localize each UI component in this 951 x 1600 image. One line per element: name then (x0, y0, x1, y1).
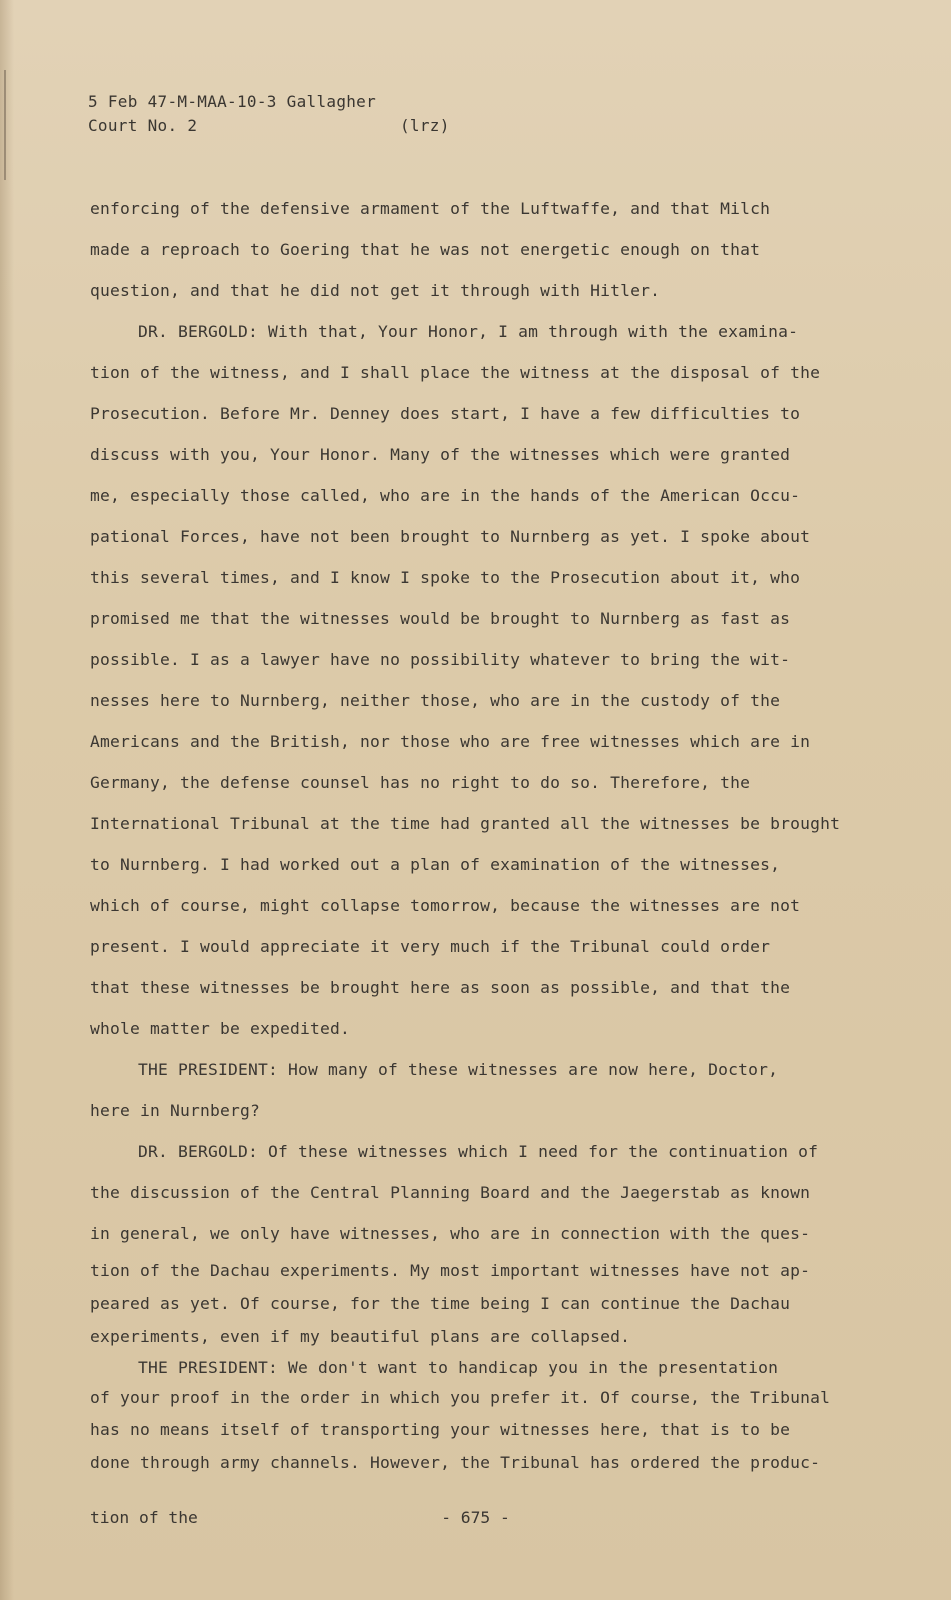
text-line: pational Forces, have not been brought to Nurnberg as yet. I spoke about (90, 527, 811, 546)
text-line: DR. BERGOLD: With that, Your Honor, I am through with the examina- (138, 322, 799, 341)
text-line: Americans and the British, nor those who are free witnesses which are in (90, 732, 811, 751)
header-row-2 (88, 114, 450, 138)
text-line: tion of the Dachau experiments. My most important witnesses have not ap- (90, 1261, 811, 1280)
text-line: THE PRESIDENT: We don't want to handicap you in the presentation (138, 1358, 779, 1377)
final-text-line: tion of the (90, 1508, 198, 1527)
text-line: promised me that the witnesses would be brought to Nurnberg as fast as (90, 609, 791, 628)
text-line: me, especially those called, who are in the hands of the American Occu- (90, 486, 801, 505)
text-line: DR. BERGOLD: Of these witnesses which I need for the continuation of (138, 1142, 819, 1161)
text-line: whole matter be expedited. (90, 1019, 351, 1038)
text-line: which of course, might collapse tomorrow, because the witnesses are not (90, 896, 801, 915)
typist-initials: (lrz) (400, 116, 450, 135)
text-line: Prosecution. Before Mr. Denney does start, I have a few difficulties to (90, 404, 801, 423)
text-line: question, and that he did not get it through with Hitler. (90, 281, 661, 300)
text-line: the discussion of the Central Planning Board and the Jaegerstab as known (90, 1183, 811, 1202)
text-line: peared as yet. Of course, for the time being I can continue the Dachau (90, 1294, 791, 1313)
reference-code: 5 Feb 47-M-MAA-10-3 Gallagher (88, 92, 377, 111)
page-number: - 675 - (441, 1508, 510, 1527)
text-line: THE PRESIDENT: How many of these witnesses are now here, Doctor, (138, 1060, 779, 1079)
text-line: in general, we only have witnesses, who are in connection with the ques- (90, 1224, 811, 1243)
text-line: to Nurnberg. I had worked out a plan of examination of the witnesses, (90, 855, 781, 874)
text-line: possible. I as a lawyer have no possibility whatever to bring the wit- (90, 650, 791, 669)
text-line: enforcing of the defensive armament of the Luftwaffe, and that Milch (90, 199, 771, 218)
text-line: this several times, and I know I spoke to the Prosecution about it, who (90, 568, 801, 587)
text-line: here in Nurnberg? (90, 1101, 261, 1120)
text-line: has no means itself of transporting your witnesses here, that is to be (90, 1420, 791, 1439)
text-line: that these witnesses be brought here as soon as possible, and that the (90, 978, 791, 997)
text-line: nesses here to Nurnberg, neither those, who are in the custody of the (90, 691, 781, 710)
binding-mark (4, 70, 6, 180)
text-line: discuss with you, Your Honor. Many of the witnesses which were granted (90, 445, 791, 464)
text-line: present. I would appreciate it very much if the Tribunal could order (90, 937, 771, 956)
text-line: International Tribunal at the time had granted all the witnesses be brought (90, 814, 841, 833)
document-header (88, 90, 450, 138)
text-line: tion of the witness, and I shall place the witness at the disposal of the (90, 363, 821, 382)
text-line: done through army channels. However, the Tribunal has ordered the produc- (90, 1453, 821, 1472)
text-line: experiments, even if my beautiful plans are collapsed. (90, 1327, 631, 1346)
text-line: Germany, the defense counsel has no right to do so. Therefore, the (90, 773, 751, 792)
text-line: of your proof in the order in which you prefer it. Of course, the Tribunal (90, 1388, 831, 1407)
text-line: made a reproach to Goering that he was not energetic enough on that (90, 240, 761, 259)
court-number: Court No. 2 (88, 116, 198, 135)
header-row-1 (88, 90, 450, 114)
transcript-body (90, 188, 870, 1479)
